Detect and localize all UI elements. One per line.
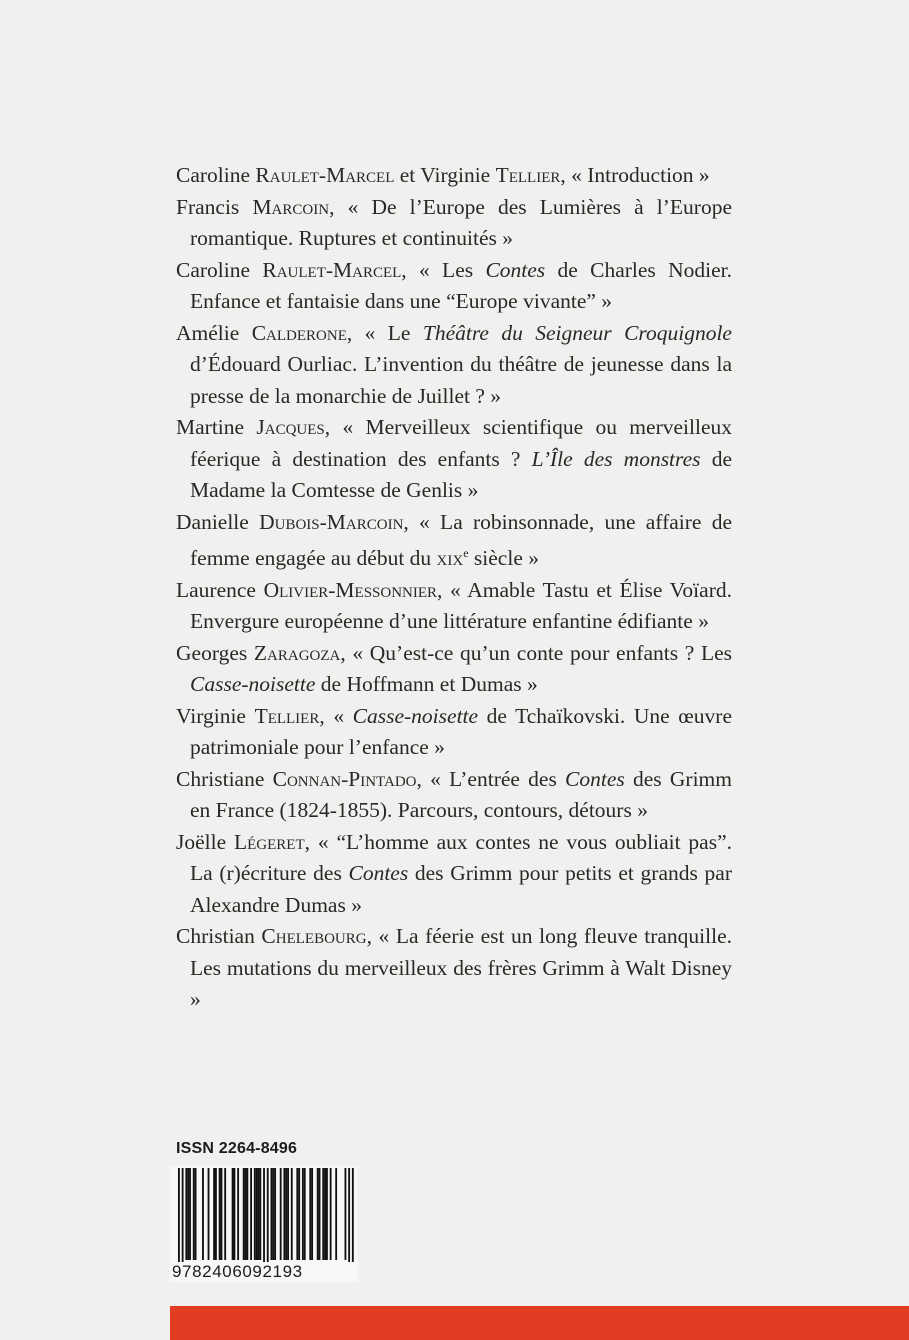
barcode-bar (317, 1168, 319, 1260)
barcode-bar (189, 1168, 191, 1260)
barcode-bar (274, 1168, 276, 1260)
entry-title: , « Introduction » (560, 163, 710, 187)
author-first-name: Caroline (176, 163, 256, 187)
entry-title: , « Merveilleux scientifique ou merveilleux féerique à destination des enfants ? (190, 415, 732, 471)
entry-italic-title: Contes (485, 257, 546, 282)
barcode-bar (291, 1168, 293, 1260)
author-last-name: Tellier (254, 703, 320, 728)
barcode-bar (267, 1168, 269, 1266)
author-first-name: Virginie (176, 703, 255, 728)
barcode-bar (298, 1168, 300, 1260)
entry-italic-title: Contes (348, 861, 409, 886)
barcode-bar (178, 1168, 180, 1266)
entry-title: de Tchaïkovski. Une œuvre patrimoniale pour l’enfance » (190, 703, 733, 760)
cover-color-band (170, 1306, 909, 1340)
toc-entry (176, 412, 732, 507)
toc-entry (176, 318, 732, 413)
entry-italic-title: L’Île des monstres (531, 446, 701, 471)
author-first-name: Laurence (176, 577, 264, 602)
barcode-bar (324, 1168, 326, 1260)
entry-title: , « Le (346, 320, 423, 345)
barcode-bar (296, 1168, 298, 1260)
author-first-name: Francis (176, 194, 253, 219)
entry-title: , « Amable Tastu et Élise Voïard. Envergure européenne d’une littérature enfantine édifiante » (190, 577, 732, 634)
author-last-name: Jacques (256, 415, 325, 439)
barcode-bar (246, 1168, 248, 1260)
toc-entry (176, 160, 732, 192)
barcode-bar (202, 1168, 204, 1260)
toc-entry (176, 192, 732, 255)
barcode-bar (311, 1168, 313, 1260)
entry-title: d’Édouard Ourliac. L’invention du théâtre de jeunesse dans la presse de la monarchie de Juillet ? » (190, 352, 732, 408)
entry-title: de Hoffmann et Dumas » (315, 672, 538, 697)
barcode-bar (272, 1168, 274, 1260)
barcode-bar (280, 1168, 282, 1260)
author-first-name: Christian (176, 924, 262, 949)
entry-title: , « Les (401, 257, 486, 282)
barcode-bar (263, 1168, 265, 1266)
entry-italic-title: Théâtre du Seigneur Croquignole (422, 320, 732, 345)
entry-title: , « L’entrée des (416, 766, 566, 791)
toc-entry (176, 255, 732, 318)
barcode-bar (259, 1168, 261, 1260)
barcode-bar (195, 1168, 197, 1260)
author-last-name: Tellier (495, 163, 561, 187)
barcode-bar (330, 1168, 332, 1260)
century-superscript: e (463, 546, 469, 560)
toc-entry (176, 701, 732, 764)
century-numeral: xix (436, 546, 464, 571)
entry-italic-title: Casse-noisette (190, 672, 316, 697)
barcode-bar (219, 1168, 221, 1260)
entry-italic-title: Contes (565, 766, 625, 791)
author-last-name: Dubois-Marcoin (259, 509, 404, 534)
author-last-name: Raulet-Marcel (262, 257, 402, 282)
barcode-bar (221, 1168, 223, 1260)
barcode-bar (234, 1168, 236, 1260)
entry-text: et Virginie (394, 163, 496, 187)
barcode-bar (271, 1168, 273, 1260)
barcode-bar (304, 1168, 306, 1260)
toc-entry (176, 921, 732, 1016)
entry-title: , « (319, 703, 353, 728)
barcode-bar (182, 1168, 184, 1266)
author-first-name: Georges (176, 640, 254, 665)
barcode-bar (237, 1168, 239, 1260)
author-last-name: Raulet-Marcel (255, 163, 395, 187)
entry-italic-title: Casse-noisette (352, 703, 479, 728)
author-last-name: Marcoin (252, 194, 330, 219)
barcode-bar (287, 1168, 289, 1260)
issn-label: ISSN 2264-8496 (176, 1140, 298, 1157)
entry-title: , « “L’homme aux contes ne vous oubliait pas”. La (r)écriture des (190, 829, 732, 886)
barcode-bar (213, 1168, 215, 1260)
barcode-bar (335, 1168, 337, 1260)
barcode-bars (170, 1166, 358, 1266)
barcode-bar (208, 1168, 210, 1260)
barcode-bar (187, 1168, 189, 1260)
entry-title: de Madame la Comtesse de Genlis » (190, 446, 732, 502)
barcode-bar (250, 1168, 252, 1260)
entry-title: des Grimm pour petits et grands par Alexandre Dumas » (190, 861, 732, 917)
barcode-bar (345, 1168, 347, 1260)
author-last-name: Zaragoza (253, 640, 341, 665)
barcode-bar (243, 1168, 245, 1260)
toc-entry (176, 827, 732, 922)
entry-title: , « La féerie est un long fleuve tranquille. Les mutations du merveilleux des frères Grimm à Walt Disney » (190, 924, 732, 1012)
entry-title: , « Qu’est-ce qu’un conte pour enfants ? Les (340, 640, 732, 665)
barcode-bar (232, 1168, 234, 1260)
author-first-name: Martine (176, 415, 257, 439)
barcode-bar (309, 1168, 311, 1260)
author-first-name: Caroline (176, 257, 263, 282)
author-first-name: Christiane (176, 766, 273, 791)
barcode-bar (254, 1168, 256, 1260)
entry-title: des Grimm en France (1824-1855). Parcours, contours, détours » (190, 766, 732, 823)
barcode-bar (224, 1168, 226, 1260)
entry-title: , « De l’Europe des Lumières à l’Europe romantique. Ruptures et continuités » (190, 194, 733, 250)
author-last-name: Calderone (251, 320, 347, 345)
author-first-name: Danielle (176, 509, 260, 534)
barcode-bar (283, 1168, 285, 1260)
entry-title: siècle » (468, 546, 539, 571)
barcode-bar (348, 1168, 350, 1266)
toc-entry (176, 638, 732, 701)
author-last-name: Chelebourg (261, 924, 367, 949)
entry-title: , « La robinsonnade, une affaire de femme engagée au début du (190, 509, 733, 571)
barcode-bar (319, 1168, 321, 1260)
author-last-name: Connan-Pintado (272, 766, 417, 791)
barcode-bar (193, 1168, 195, 1260)
barcode-bar (215, 1168, 217, 1260)
barcode-digits: 9782406092193 (172, 1262, 358, 1282)
barcode-bar (285, 1168, 287, 1260)
barcode-bar (326, 1168, 328, 1260)
barcode-bar (322, 1168, 324, 1260)
barcode-bar (245, 1168, 247, 1260)
author-first-name: Amélie (176, 320, 252, 345)
author-last-name: Olivier-Messonnier (263, 577, 438, 602)
barcode-bar (352, 1168, 354, 1266)
author-first-name: Joëlle (176, 829, 234, 854)
toc-entry (176, 575, 732, 638)
author-last-name: Légeret (234, 829, 305, 854)
toc-entry (176, 764, 732, 827)
barcode-bar (258, 1168, 260, 1260)
toc-entry (176, 507, 732, 575)
barcode-bar (256, 1168, 258, 1260)
table-of-contents (176, 160, 732, 1016)
barcode-bar (302, 1168, 304, 1260)
barcode-bar (185, 1168, 187, 1260)
entry-title: de Charles Nodier. Enfance et fantaisie dans une “Europe vivante” » (190, 257, 732, 313)
